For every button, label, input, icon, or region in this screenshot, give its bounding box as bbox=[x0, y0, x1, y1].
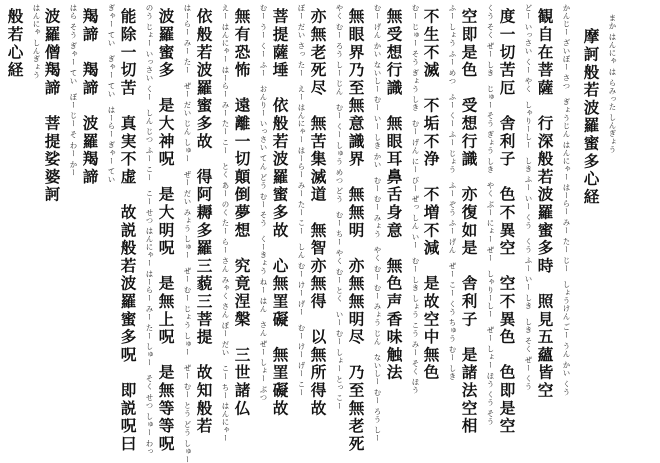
title-reading: まか はんにゃ は らみった しんぎょう bbox=[608, 14, 617, 154]
reading-annotation: えー はんにゃー はーらー みー たー こー とく あー のく たー らー さん みゃく さん ぼー だい こー ちー はんにゃー bbox=[221, 4, 230, 443]
reading-annotation: ぎゃー てい ぎゃー てい はーらー ぎゃー てい bbox=[107, 4, 116, 184]
sutra-line-text: 観自在菩薩 行深般若波羅蜜多時 照見五蘊皆空 bbox=[535, 8, 555, 400]
sutra-line-text: 能除一切苦 真実不虚 故説般若波羅蜜多呪 即説呪曰 bbox=[118, 8, 138, 453]
sutra-line-text: 無眼界乃至無意識界 無無明 亦無無明尽 乃至無老死 bbox=[346, 8, 366, 453]
reading-annotation: やく むー ろう しー じん むー くー しゅう めつ どう むー ちー やく むー とく いー むー しょー とっ こー bbox=[335, 4, 344, 411]
reading-annotation: はんにゃ しんぎょう bbox=[32, 4, 41, 79]
sutra-line-text: 波羅僧羯諦 菩提娑婆訶 bbox=[42, 8, 62, 204]
reading-annotation: のう じょー いっさい くー しん じつ ふー こー こー せつ はんにゃー はーらー みー たー しゅー そく せつ しゅー わっ bbox=[145, 4, 154, 456]
reading-annotation: はら そう ぎゃー てい ぼー じー そ わー かー bbox=[69, 4, 78, 177]
sutra-title: 摩訶般若波羅蜜多心経 bbox=[581, 28, 601, 206]
reading-annotation: むー うー くー ふー おんりー いっさい てん どう むー そう くーきょう ねー はん さん ぜー しょー ぶつ bbox=[259, 4, 268, 402]
reading-annotation: むー じゅー そう ぎょう しき むー げん にー びー ぜっ しん いー むー しき しょう こう みー そく ほう bbox=[411, 4, 420, 395]
sutra-line-text: 度一切苦厄 舎利子 色不異空 空不異色 色即是空 bbox=[497, 8, 517, 436]
sutra-line-text: 空即是色 受想行識 亦復如是 舎利子 是諸法空相 bbox=[459, 8, 479, 436]
sutra-line-text: 羯諦 羯諦 波羅羯諦 bbox=[80, 8, 100, 186]
sutra-line-text: 無有恐怖 遠離一切顛倒夢想 究竟涅槃 三世諸仏 bbox=[232, 8, 252, 418]
reading-annotation: どー いっさい くー やく しゃりーしー しき ふー いー くう くう ふー いー しき しき そく ぜー くう bbox=[524, 4, 533, 391]
sutra-line-text: 無受想行識 無眼耳鼻舌身意 無色声香味触法 bbox=[384, 8, 404, 382]
sutra-line-text: 波羅蜜多 是大神呪 是大明呪 是無上呪 是無等等呪 bbox=[156, 8, 176, 453]
sutra-line-text: 依般若波羅蜜多故 得阿耨多羅三藐三菩提 故知般若 bbox=[194, 8, 214, 436]
reading-annotation: ふー しょう ふー めつ ふー くー ふー じょう ふー ぞう ふー げん ぜー こー くう ちゅう むー しき bbox=[448, 4, 457, 381]
sutra-line-text: 般若心経 bbox=[5, 8, 25, 80]
sutra-line-text: 菩提薩埵 依般若波羅蜜多故 心無罣礙 無罣礙故 bbox=[270, 8, 290, 418]
sutra-line-text: 不生不滅 不垢不浄 不増不減 是故空中無色 bbox=[421, 8, 441, 382]
reading-annotation: むー げん かい ないしー むー いー しき かい むー むー みょう やく むー むー みょう じん ないしー むー ろう しー bbox=[373, 4, 382, 443]
sutra-line-text: 亦無老死尽 無苦集滅道 無智亦無得 以無所得故 bbox=[308, 8, 328, 418]
reading-annotation: ぼー だい さっ たー えー はんにゃー はーらー みー たー こー しん むー けー げー むー けー げー こー bbox=[297, 4, 306, 397]
reading-annotation: かんじー ざいぼー さつ ぎょうじん はんにゃー はーらー みー たー じー しょうけん ごー うん かい くう bbox=[562, 4, 571, 396]
reading-annotation: くう そく ぜー しき じゅー そう ぎょう しき やく ぶー にょー ぜー しゃりーしー ぜー しょー ほう くう そう bbox=[486, 4, 495, 426]
reading-annotation: はーらー みー たー ぜー だい じん しゅー ぜー だい みょう しゅー ぜー むー じょう しゅー ぜー むー とう どう しゅー bbox=[183, 4, 192, 463]
